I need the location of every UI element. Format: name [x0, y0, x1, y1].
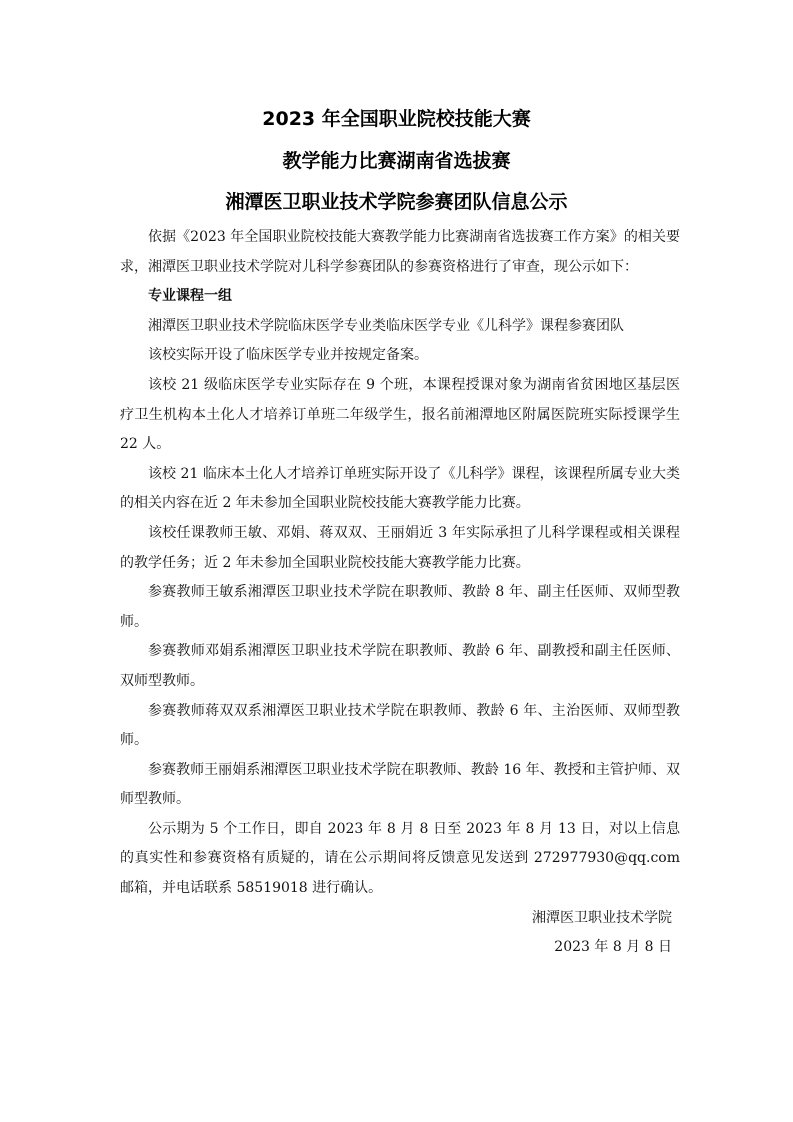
section-heading: 专业课程一组 [148, 288, 232, 305]
title-line-1: 2023 年全国职业院校技能大赛 [262, 108, 531, 130]
teacher-paragraph-jiangshuangshuang: 参赛教师蒋双双系湘潭医卫职业技术学院在职教师、教龄 6 年、主治医师、双师型教师。 [120, 702, 680, 749]
class-paragraph: 该校 21 级临床医学专业实际存在 9 个班，本课程授课对象为湖南省贫困地区基层医疗卫生机构本土化人才培养订单班二年级学生，报名前湘潭地区附属医院班实际授课学生 22 人。 [120, 376, 680, 453]
intro-paragraph: 依据《2023 年全国职业院校技能大赛教学能力比赛湖南省选拔赛工作方案》的相关要求，湘潭医卫职业技术学院对儿科学参赛团队的参赛资格进行了审查，现公示如下： [120, 229, 680, 275]
teacher-paragraph-dengjuan: 参赛教师邓娟系湘潭医卫职业技术学院在职教师、教龄 6 年、副教授和副主任医师、双师型教师。 [120, 643, 680, 689]
notice-period-paragraph: 公示期为 5 个工作日，即自 2023 年 8 月 8 日至 2023 年 8 月 13 日，对以上信息的真实性和参赛资格有质疑的，请在公示期间将反馈意见发送到 272977930@qq.com 邮箱，并电话联系 58519018 进行确认。 [120, 820, 680, 897]
teachers-paragraph: 该校任课教师王敏、邓娟、蒋双双、王丽娟近 3 年实际承担了儿科学课程或相关课程的教学任务；近 2 年未参加全国职业院校技能大赛教学能力比赛。 [120, 524, 680, 571]
signature-date: 2023 年 8 月 8 日 [554, 939, 672, 956]
teacher-paragraph-wangmin: 参赛教师王敏系湘潭医卫职业技术学院在职教师、教龄 8 年、副主任医师、双师型教师。 [120, 584, 680, 630]
teacher-paragraph-wanglijuan: 参赛教师王丽娟系湘潭医卫职业技术学院在职教师、教龄 16 年、教授和主管护师、双师型教师。 [120, 761, 680, 808]
course-paragraph: 该校 21 临床本土化人才培养订单班实际开设了《儿科学》课程，该课程所属专业大类的相关内容在近 2 年未参加全国职业院校技能大赛教学能力比赛。 [120, 465, 680, 512]
team-name-paragraph: 湘潭医卫职业技术学院临床医学专业类临床医学专业《儿科学》课程参赛团队 [148, 317, 624, 334]
document-body [120, 223, 680, 963]
title-line-2: 教学能力比赛湖南省选拔赛 [282, 150, 511, 172]
signature-organization: 湘潭医卫职业技术学院 [532, 909, 672, 926]
major-paragraph: 该校实际开设了临床医学专业并按规定备案。 [148, 347, 428, 364]
title-line-3: 湘潭医卫职业技术学院参赛团队信息公示 [225, 191, 568, 213]
